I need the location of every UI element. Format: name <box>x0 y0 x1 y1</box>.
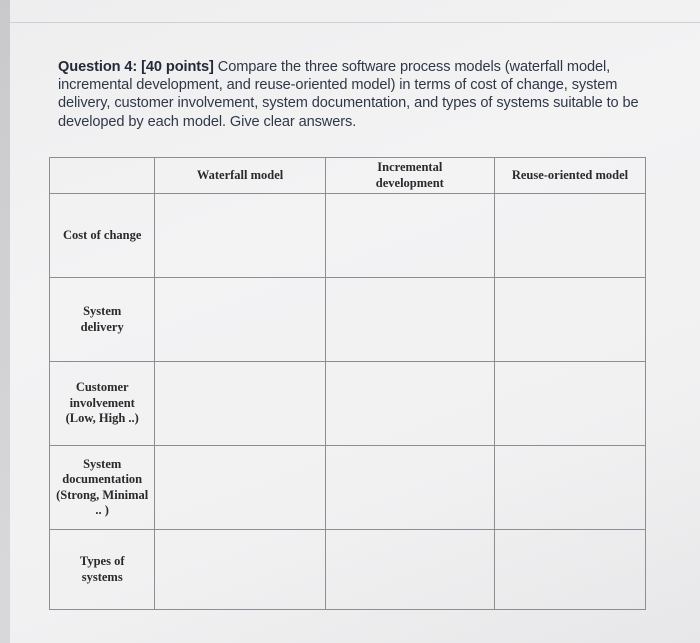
question-label: Question 4: [40 points] <box>58 59 214 75</box>
table-row <box>50 362 646 446</box>
row-label-system-documentation: System documentation (Strong, Minimal .. ) <box>50 446 155 530</box>
answer-cell[interactable] <box>155 530 325 610</box>
row-label-types-of-systems: Types of systems <box>50 530 155 610</box>
answer-cell[interactable] <box>494 194 645 278</box>
table-header-row <box>50 158 646 194</box>
answer-cell[interactable] <box>494 278 645 362</box>
row-label-customer-involvement: Customer involvement (Low, High ..) <box>50 362 155 446</box>
question-body: Compare the three software process models (waterfall model, incremental development, and reuse-oriented model) in terms of cost of change, system delivery, customer involvement, system documentation, and types of systems suitable to be developed by each model. Give clear answers. <box>58 59 639 130</box>
answer-cell[interactable] <box>325 362 494 446</box>
table-row <box>50 530 646 610</box>
answer-cell[interactable] <box>325 194 494 278</box>
answer-cell[interactable] <box>494 362 645 446</box>
answer-cell[interactable] <box>155 194 325 278</box>
header-cell-empty <box>50 158 155 194</box>
header-cell-reuse: Reuse-oriented model <box>494 158 645 194</box>
answer-cell[interactable] <box>494 530 645 610</box>
divider <box>10 22 700 23</box>
answer-cell[interactable] <box>325 530 494 610</box>
table-row <box>50 446 646 530</box>
question-text <box>58 58 658 131</box>
table-row <box>50 278 646 362</box>
table-row <box>50 194 646 278</box>
row-label-cost-of-change: Cost of change <box>50 194 155 278</box>
answer-cell[interactable] <box>325 278 494 362</box>
header-cell-incremental: Incremental development <box>325 158 494 194</box>
answer-cell[interactable] <box>155 446 325 530</box>
row-label-system-delivery: System delivery <box>50 278 155 362</box>
answer-cell[interactable] <box>155 278 325 362</box>
header-cell-waterfall: Waterfall model <box>155 158 325 194</box>
comparison-table <box>49 157 646 610</box>
answer-cell[interactable] <box>494 446 645 530</box>
answer-cell[interactable] <box>155 362 325 446</box>
answer-cell[interactable] <box>325 446 494 530</box>
